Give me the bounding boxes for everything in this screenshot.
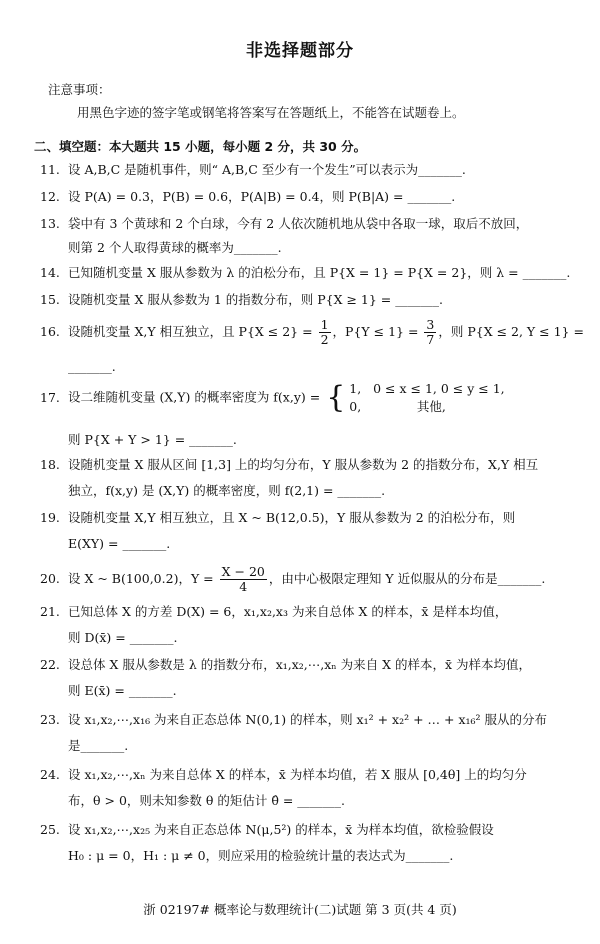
- question-number: 19.: [40, 510, 60, 525]
- question-14: [40, 263, 585, 283]
- question-number: 20.: [40, 571, 60, 586]
- question-text-line2: 则 E(x̄) = _______.: [68, 683, 177, 698]
- question-number: 22.: [40, 657, 60, 672]
- question-number: 23.: [40, 712, 60, 727]
- question-text-line1: 设总体 X 服从参数是 λ 的指数分布，x₁,x₂,⋯,xₙ 为来自 X 的样本，x̄ 为样本均值，: [68, 657, 532, 672]
- question-24: [40, 765, 585, 811]
- question-number: 24.: [40, 767, 60, 782]
- question-number: 15.: [40, 292, 60, 307]
- fraction: [319, 318, 331, 347]
- question-16: [40, 318, 585, 377]
- question-text-line2: E(XY) = _______.: [68, 536, 171, 551]
- question-text-line1: 设随机变量 X,Y 相互独立，且 X ~ B(12,0.5)，Y 服从参数为 2 的泊松分布，则: [68, 510, 516, 525]
- page-footer: 浙 02197# 概率论与数理统计(二)试题 第 3 页(共 4 页): [143, 902, 457, 917]
- piecewise-case-1: 1, 0 ≤ x ≤ 1, 0 ≤ y ≤ 1,: [349, 381, 505, 396]
- question-text-part2: ，由中心极限定理知 Y 近似服从的分布是_______.: [268, 571, 546, 586]
- question-text-line1: 设 x₁,x₂,⋯,x₂₅ 为来自正态总体 N(μ,5²) 的样本，x̄ 为样本均值，欲检验假设: [68, 822, 494, 837]
- question-number: 18.: [40, 457, 60, 472]
- notice-label: 注意事项：: [48, 82, 111, 97]
- question-number: 13.: [40, 216, 60, 231]
- question-text-line1: 已知总体 X 的方差 D(X) = 6，x₁,x₂,x₃ 为来自总体 X 的样本，x̄ 是样本均值，: [68, 604, 508, 619]
- question-number: 25.: [40, 822, 60, 837]
- brace-symbol: {: [326, 380, 346, 415]
- question-text-part1: 设 X ~ B(100,0.2)，Y =: [68, 571, 214, 586]
- fraction-numerator: 3: [426, 317, 435, 332]
- question-number: 17.: [40, 389, 60, 405]
- question-23: [40, 710, 585, 756]
- question-text-line2: 则 D(x̄) = _______.: [68, 630, 178, 645]
- question-number: 14.: [40, 265, 60, 280]
- question-text-line1: 袋中有 3 个黄球和 2 个白球，今有 2 人依次随机地从袋中各取一球，取后不放回，: [68, 216, 529, 231]
- question-18: [40, 455, 585, 501]
- question-text: 已知随机变量 X 服从参数为 λ 的泊松分布，且 P{X = 1} = P{X = 2}，则 λ = _______.: [68, 265, 571, 280]
- question-text-line2: 独立，f(x,y) 是 (X,Y) 的概率密度，则 f(2,1) = _______.: [68, 483, 386, 498]
- fraction-numerator: X − 20: [221, 564, 265, 579]
- question-number: 11.: [40, 162, 60, 177]
- page-title: 非选择题部分: [246, 41, 354, 61]
- notice-text: 用黑色字迹的签字笔或钢笔将答案写在答题纸上，不能答在试题卷上。: [77, 105, 465, 120]
- question-text-line1: 设随机变量 X 服从区间 [1,3] 上的均匀分布，Y 服从参数为 2 的指数分布，X,Y 相互: [68, 457, 539, 472]
- fraction-denominator: 2: [320, 332, 329, 347]
- question-text-line1: 设 x₁,x₂,⋯,x₁₆ 为来自正态总体 N(0,1) 的样本，则 x₁² + x₂² + … + x₁₆² 服从的分布: [68, 712, 548, 727]
- question-number: 21.: [40, 604, 60, 619]
- fraction-numerator: 1: [320, 317, 329, 332]
- question-15: [40, 290, 585, 310]
- question-text-line2: H₀ : μ = 0，H₁ : μ ≠ 0，则应采用的检验统计量的表达式为_______.: [68, 848, 454, 863]
- piecewise-function: [326, 380, 504, 416]
- question-22: [40, 655, 585, 701]
- question-text-line2: 是_______.: [68, 738, 129, 753]
- question-text: 设 A,B,C 是随机事件，则“ A,B,C 至少有一个发生”可以表示为_______.: [68, 162, 466, 177]
- answer-blank: _______.: [68, 359, 116, 374]
- question-text-part3: ，则 P{X ≤ 2, Y ≤ 1} =: [438, 324, 584, 339]
- question-text-line2: 则第 2 个人取得黄球的概率为_______.: [68, 240, 282, 255]
- fraction-denominator: 4: [239, 579, 248, 594]
- question-20: [40, 565, 585, 594]
- fraction: [424, 318, 436, 347]
- question-number: 12.: [40, 189, 60, 204]
- question-text-part1: 设随机变量 X,Y 相互独立，且 P{X ≤ 2} =: [68, 324, 313, 339]
- question-text-line1: 设 x₁,x₂,⋯,xₙ 为来自总体 X 的样本，x̄ 为样本均值，若 X 服从 [0,4θ] 上的均匀分: [68, 767, 527, 782]
- question-text: 设 P(A) = 0.3，P(B) = 0.6，P(A|B) = 0.4，则 P(B|A) = _______.: [68, 189, 456, 204]
- question-text-line2: 则 P{X + Y > 1} = _______.: [68, 432, 237, 447]
- piecewise-case-2: 0, 其他,: [349, 399, 446, 414]
- question-12: [40, 187, 585, 207]
- question-text-part2: ，P{Y ≤ 1} =: [332, 324, 419, 339]
- question-text: 设随机变量 X 服从参数为 1 的指数分布，则 P{X ≥ 1} = _______.: [68, 292, 443, 307]
- fraction: [220, 565, 267, 594]
- question-25: [40, 820, 585, 866]
- question-21: [40, 602, 585, 648]
- question-19: [40, 508, 585, 554]
- question-text: 设二维随机变量 (X,Y) 的概率密度为 f(x,y) =: [68, 389, 321, 405]
- question-number: 16.: [40, 324, 60, 339]
- question-text-line2: 布，θ > 0，则未知参数 θ 的矩估计 θ̂ = _______.: [68, 793, 346, 808]
- question-13: [40, 214, 585, 258]
- question-17: [40, 380, 585, 450]
- section-heading: 二、填空题：本大题共 15 小题，每小题 2 分，共 30 分。: [34, 139, 367, 154]
- question-11: [40, 160, 585, 180]
- fraction-denominator: 7: [426, 332, 435, 347]
